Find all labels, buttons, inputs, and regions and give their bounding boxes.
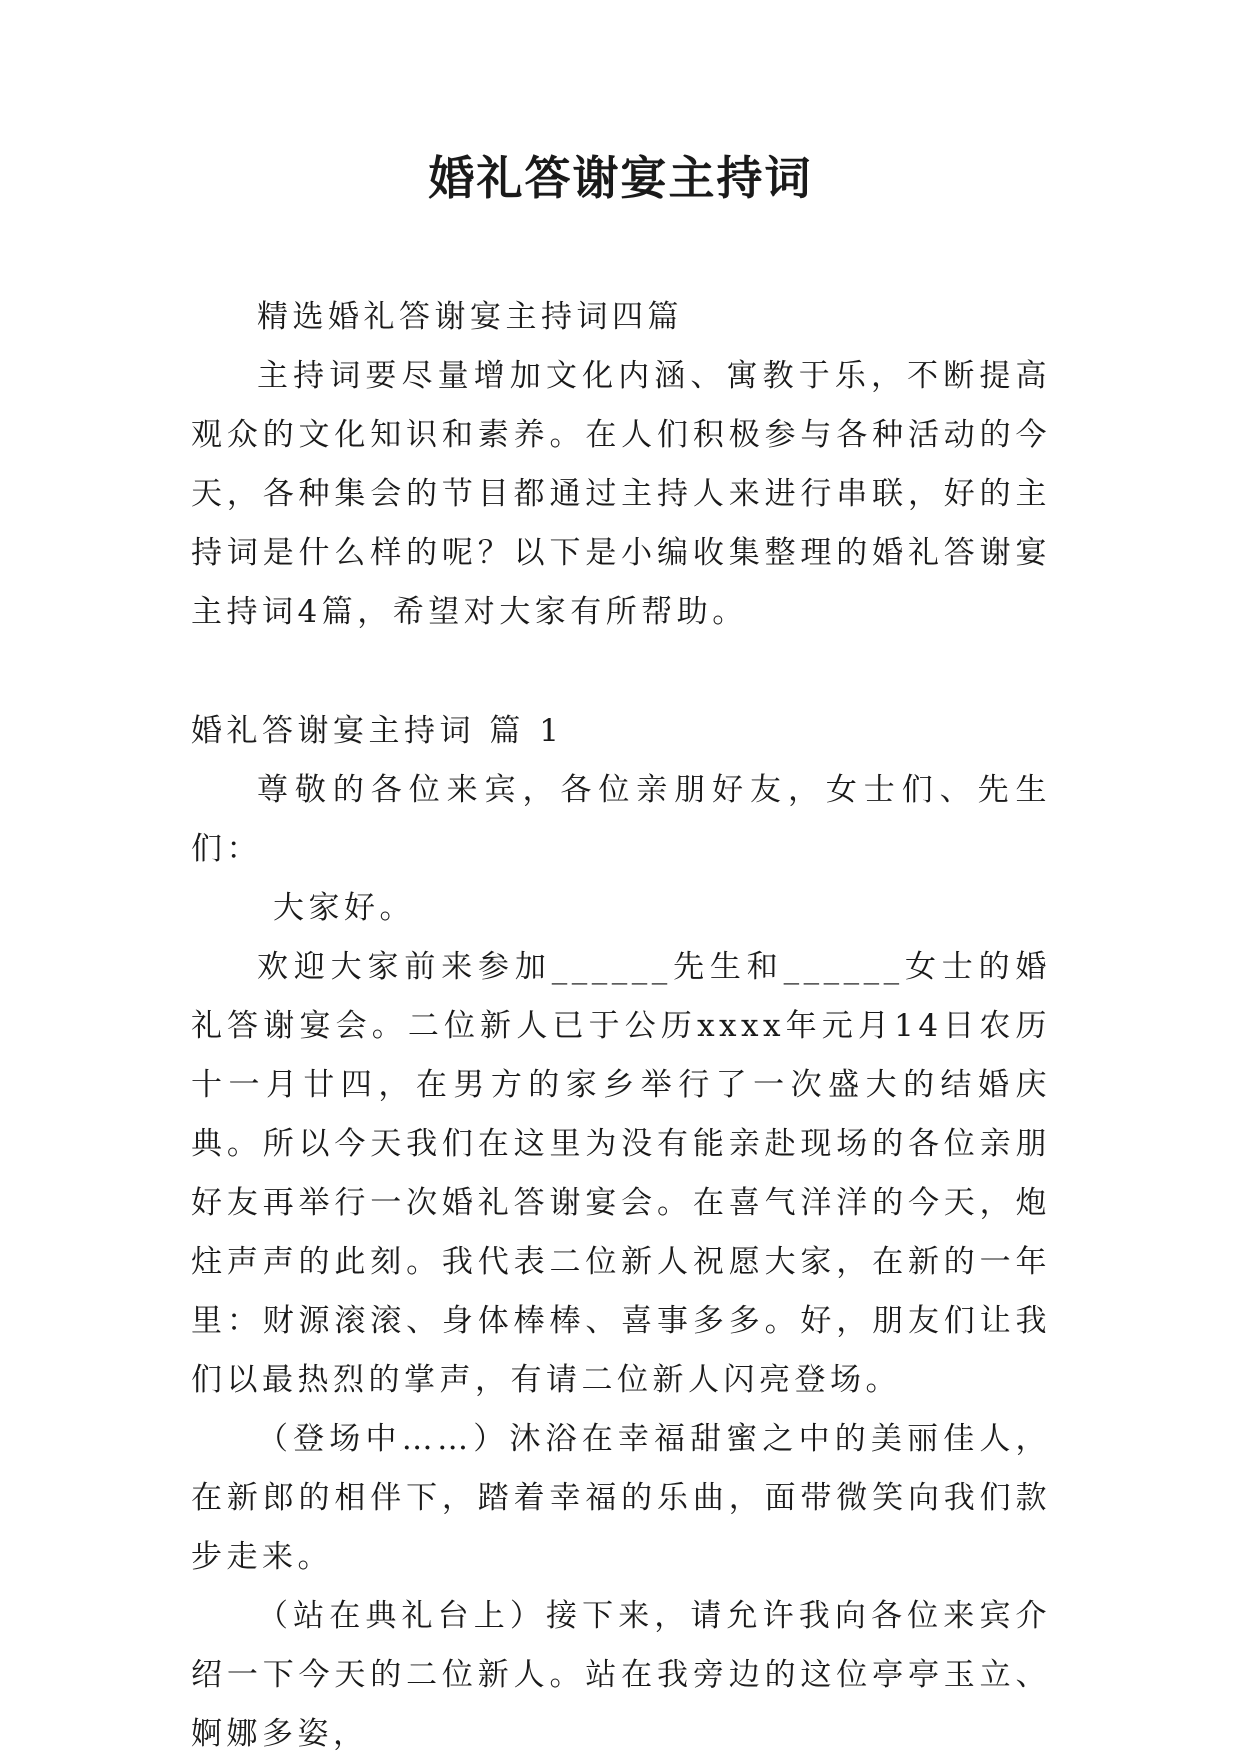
greeting-paragraph: 尊敬的各位来宾，各位亲朋好友，女士们、先生们： bbox=[191, 772, 1051, 867]
welcome-paragraph: 欢迎大家前来参加______先生和______女士的婚礼答谢宴会。二位新人已于公历xxxx年元月14日农历十一月廿四，在男方的家乡举行了一次盛大的结婚庆典。所以今天我们在这里为没有能亲赴现场的各位亲朋好友再举行一次婚礼答谢宴会。在喜气洋洋的今天，炮炷声声的此刻。我代表二位新人祝愿大家，在新的一年里：财源滚滚、身体棒棒、喜事多多。好，朋友们让我们以最热烈的掌声，有请二位新人闪亮登场。 bbox=[191, 949, 1051, 1398]
introduction-paragraph: （站在典礼台上）接下来，请允许我向各位来宾介绍一下今天的二位新人。站在我旁边的这位亭亭玉立、婀娜多姿， bbox=[191, 1598, 1051, 1752]
hello-paragraph: 大家好。 bbox=[273, 890, 415, 926]
intro-paragraph: 主持词要尽量增加文化内涵、寓教于乐，不断提高观众的文化知识和素养。在人们积极参与各种活动的今天，各种集会的节目都通过主持人来进行串联，好的主持词是什么样的呢？以下是小编收集整理的婚礼答谢宴主持词4篇，希望对大家有所帮助。 bbox=[191, 358, 1051, 630]
document-subtitle: 精选婚礼答谢宴主持词四篇 bbox=[257, 299, 683, 335]
document-title: 婚礼答谢宴主持词 bbox=[428, 151, 813, 205]
section-heading: 婚礼答谢宴主持词 篇 1 bbox=[191, 713, 564, 749]
entrance-paragraph: （登场中……）沐浴在幸福甜蜜之中的美丽佳人，在新郎的相伴下，踏着幸福的乐曲，面带微笑向我们款步走来。 bbox=[191, 1421, 1051, 1575]
document-body bbox=[191, 288, 1051, 1764]
section-gap bbox=[191, 642, 1051, 702]
